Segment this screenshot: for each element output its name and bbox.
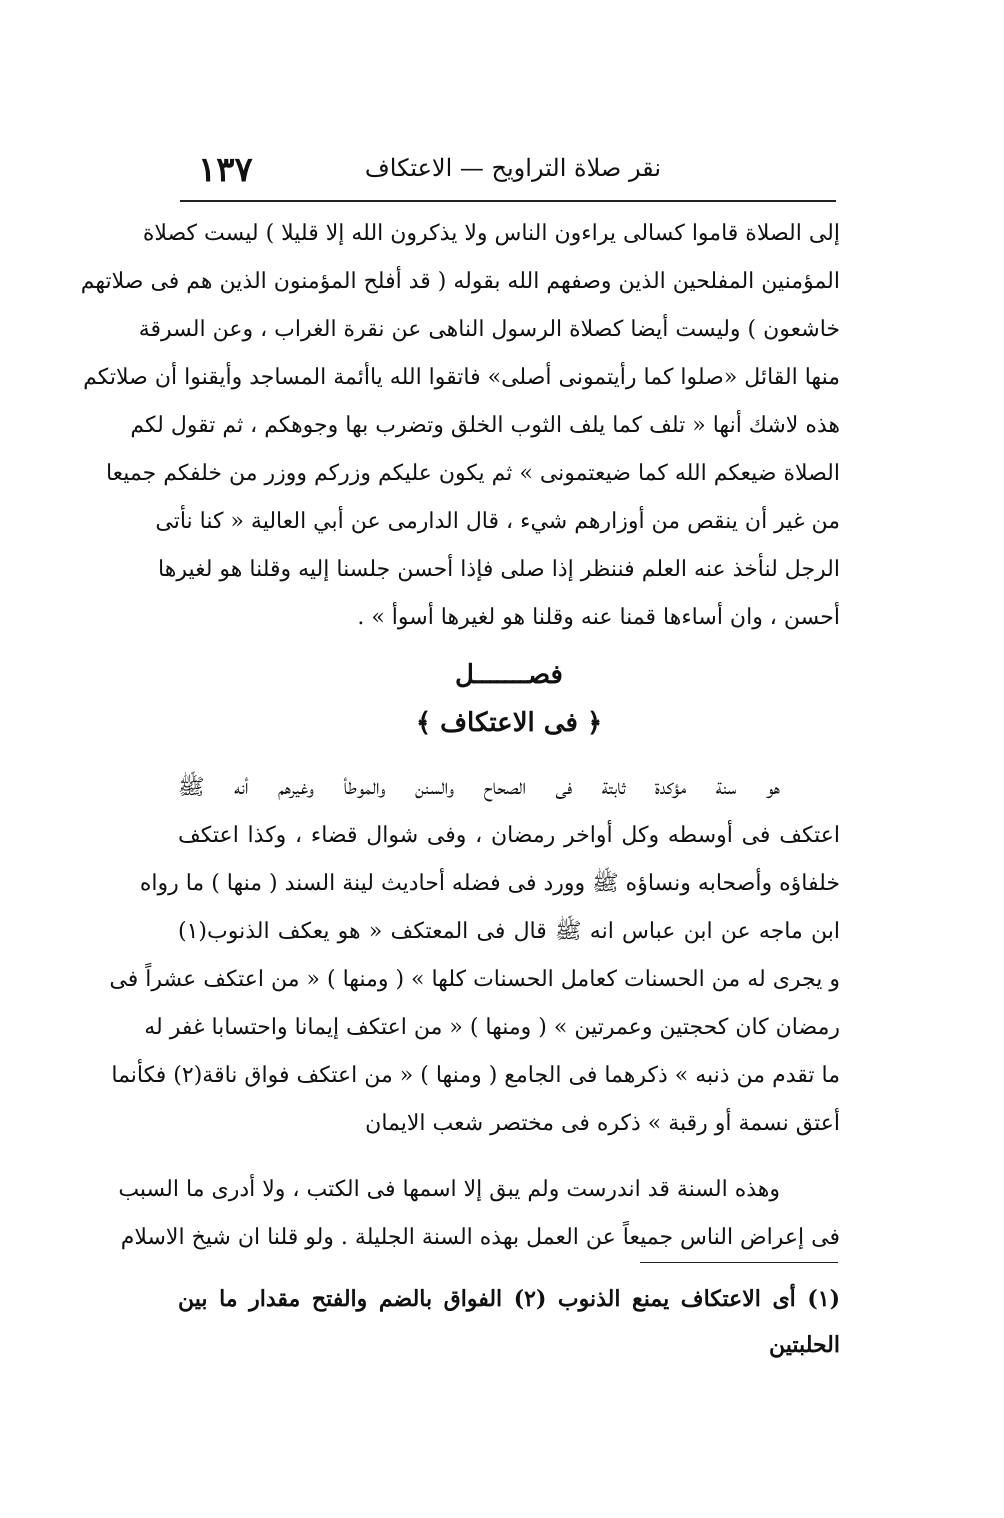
footnote-line: الحلبتين [769,1332,840,1358]
paragraph-3 [118,1166,840,1262]
text-line: من غير أن ينقص من أوزارهم شيء ، قال الدارمى عن أبي العالية « كنا نأتى [155,509,840,534]
text-line: هو سنة مؤكدة ثابتة فى الصحاح والسنن والموطأ وغيرهم أنه ﷺ [178,775,780,800]
text-line: الصلاة ضيعكم الله كما ضيعتمونى » ثم يكون عليكم وزركم ووزر من خلفكم جميعا [105,461,840,486]
text-line: المؤمنين المفلحين الذين وصفهم الله بقوله ( قد أفلح المؤمنون الذين هم فى صلاتهم [80,269,840,294]
page-number: ١٣٧ [198,150,253,190]
paragraph-1 [80,210,840,642]
running-header [180,150,836,196]
footnotes [178,1276,840,1368]
text-line: وهذه السنة قد اندرست ولم يبق إلا اسمها فى الكتب ، ولا أدرى ما السبب [118,1177,780,1202]
text-line: رمضان كان كحجتين وعمرتين » ( ومنها ) « من اعتكف إيمانا واحتسابا غفر له [144,1015,840,1040]
text-line: خاشعون ) وليست أيضا كصلاة الرسول الناهى عن نقرة الغراب ، وعن السرقة [138,317,840,342]
section-heading: فصـــــــل [455,660,563,690]
section-subheading: ﴿ فى الاعتكاف ﴾ [415,708,603,738]
text-line: اعتكف فى أوسطه وكل أواخر رمضان ، وفى شوال قضاء ، وكذا اعتكف [178,823,840,848]
footnote-rule [640,1262,838,1263]
text-line: خلفاؤه وأصحابه ونساؤه ﷺ وورد فى فضله أحاديث لينة السند ( منها ) ما رواه [139,871,840,896]
header-rule [180,200,836,202]
text-line: إلى الصلاة قاموا كسالى يراءون الناس ولا يذكرون الله إلا قليلا ) ليست كصلاة [142,221,840,246]
running-title: نقر صلاة التراويح — الاعتكاف [364,154,661,182]
footnote-line: (١) أى الاعتكاف يمنع الذنوب (٢) الفواق بالضم والفتح مقدار ما بين [178,1286,840,1312]
text-line: منها القائل «صلوا كما رأيتمونى أصلى» فاتقوا الله ياأئمة المساجد وأيقنوا أن صلاتكم [83,365,840,390]
text-line: و يجرى له من الحسنات كعامل الحسنات كلها » ( ومنها ) « من اعتكف عشراً فى [109,967,840,992]
text-line: ما تقدم من ذنبه » ذكرهما فى الجامع ( ومنها ) « من اعتكف فواق ناقة(٢) فكأنما [111,1063,840,1088]
text-line: أحسن ، وان أساءها قمنا عنه وقلنا هو لغيرها أسوأ » . [357,605,840,630]
text-line: هذه لاشك أنها « تلف كما يلف الثوب الخلق وتضرب بها وجوهكم ، ثم تقول لكم [130,413,840,438]
paragraph-2 [109,764,840,1148]
text-line: الرجل لنأخذ عنه العلم فننظر إذا صلى فإذا أحسن جلسنا إليه وقلنا هو لغيرها [158,557,840,582]
text-line: ابن ماجه عن ابن عباس انه ﷺ قال فى المعتكف « هو يعكف الذنوب(١) [178,919,840,944]
text-line: فى إعراض الناس جميعاً عن العمل بهذه السنة الجليلة . ولو قلنا ان شيخ الاسلام [120,1225,840,1250]
text-line: أعتق نسمة أو رقبة » ذكره فى مختصر شعب الايمان [365,1111,840,1136]
